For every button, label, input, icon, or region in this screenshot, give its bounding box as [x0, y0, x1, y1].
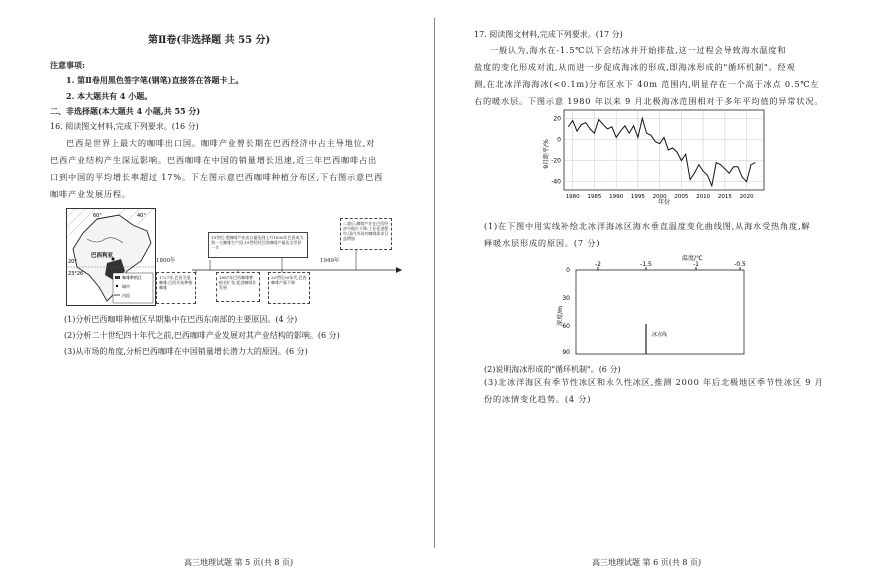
paragraph-line: 测,在北冰洋海海冰(<0.1m)分布区水下 40m 范围内,明显存在一个高于冰点 0.5℃左 [474, 79, 820, 89]
question-17-text [474, 42, 834, 110]
timeline-box-1887: 1887年巴西咖啡种植业扩张,促进咖啡业发展 [216, 272, 260, 302]
legend-label-coffee: 咖啡种植区 [122, 275, 142, 280]
lon-40-label: 40° [137, 213, 146, 219]
legend-city-swatch [116, 285, 118, 287]
question-17-sub-1 [484, 218, 834, 252]
question-17-sub-2: (2)说明海冰形成的"循环机制"。(6 分) [484, 365, 621, 374]
sea-ice-anomaly-chart [540, 106, 772, 206]
notice-item-1: 1. 第Ⅱ卷用黑色签字笔(钢笔)直接答在答题卡上。 [66, 75, 244, 85]
x-tick-label: 1995 [630, 194, 645, 200]
x-tick-label: 2000 [652, 194, 667, 200]
legend-label-river: 河流 [122, 293, 130, 298]
x-tick-label: 1980 [565, 194, 580, 200]
lon-60-label: 60° [93, 213, 102, 219]
temp-tick-label: -2 [595, 261, 601, 268]
x-axis-label: 年份 [657, 199, 671, 206]
profile-title: 温度/℃ [682, 255, 703, 262]
map-figure [67, 209, 155, 305]
paragraph-line: 盐度的变化形成对流,从而进一步促成海冰的形成,即海冰形成的"循环机制"。经观 [474, 62, 796, 72]
paragraph-line: (3)北冰洋海区有季节性冰区和永久性冰区,推测 2000 年后北极地区季节性冰区 9 月 [484, 377, 824, 387]
y-tick-label: -40 [551, 178, 561, 186]
legend-coffee-swatch [115, 276, 120, 279]
lat-tropic-label: 23°26′ [68, 271, 85, 277]
question-16-heading: 16. 阅读图文材料,完成下列要求。(16 分) [50, 122, 199, 131]
profile-frame [576, 270, 744, 354]
x-tick-label: 2015 [717, 194, 732, 200]
y-axis-label: 9月距平/% [543, 139, 550, 169]
depth-axis-label: 深度/m [557, 306, 564, 326]
lat-20-label: 20° [68, 259, 77, 265]
paragraph-line: 巴西产业结构产生深远影响。巴西咖啡在中国的销量增长迅速,近三年巴西咖啡占出 [50, 155, 377, 165]
question-16-sub-1: (1)分析巴西咖啡种植区早期集中在巴西东南部的主要原因。(4 分) [64, 315, 298, 324]
x-tick-label: 2005 [674, 194, 689, 200]
country-label: 巴西利亚 [91, 253, 114, 259]
y-tick-label: 0 [557, 136, 561, 144]
paragraph-line: 一般认为,海水在-1.5℃以下会结冰并开始排盐,这一过程会导致海水温度和 [490, 45, 787, 55]
paragraph-line: 巴西是世界上最大的咖啡出口国。咖啡产业曾长期在巴西经济中占主导地位,对 [66, 138, 375, 148]
year-1800-label: 1800年 [156, 258, 176, 264]
y-tick-label: -20 [551, 157, 561, 165]
timeline-box-1930s: 20世纪30年代,巴西咖啡产量下降 [268, 272, 310, 304]
depth-tick-label: 90 [562, 349, 570, 356]
x-tick-label: 1985 [587, 194, 602, 200]
depth-tick-label: 0 [566, 267, 570, 274]
coffee-timeline [156, 214, 402, 306]
paragraph-line: 口到中国的平均增长率超过 17%。下左图示意巴西咖啡种植分布区,下右图示意巴西 [50, 172, 383, 182]
paragraph-line: 咖啡产业发展历程。 [50, 189, 131, 199]
timeline-box-postwar: 二战后,咖啡产业在巴西经济中地位下降,工业化进程中,国内市场对咖啡需求日益增加 [340, 218, 392, 250]
freezing-line-label: 冰点线 [652, 332, 668, 338]
question-17-heading: 17. 阅读图文材料,完成下列要求。(17 分) [474, 30, 623, 39]
paragraph-line: 右的暖水层。下图示意 1980 年以来 9 月北极海冰范围相对于多年平均值的异常状况。 [474, 96, 824, 106]
timeline-box-19th-century: 19世纪,把咖啡产业出口量达到上升1800年巴西成为第一大咖啡生产国,19世纪时巴西咖啡产量达全世界一半 [208, 232, 308, 258]
notice-item-2: 2. 本大题共有 4 小题。 [66, 91, 153, 101]
depth-tick-label: 30 [562, 295, 570, 302]
temperature-profile-diagram [556, 252, 766, 358]
brazil-coffee-map [66, 208, 156, 306]
x-tick-label: 2020 [739, 194, 754, 200]
left-page-footer: 高三地理试题 第 5 页(共 8 页) [184, 558, 294, 567]
y-ticks [551, 115, 561, 185]
timeline-box-1727: 1727年,巴西引进咖啡,巴西开始种植咖啡 [156, 272, 196, 304]
year-1949-label: 1949年 [320, 258, 340, 264]
y-tick-label: 20 [553, 115, 561, 123]
temp-tick-label: -0.5 [734, 261, 746, 268]
legend-label-city: 城市 [122, 284, 130, 289]
temp-tick-label: -1 [693, 261, 699, 268]
depth-tick-label: 60 [562, 323, 570, 330]
section-title: 第Ⅱ卷(非选择题 共 55 分) [148, 35, 271, 46]
question-16-sub-2: (2)分析二十世纪四十年代之前,巴西咖啡产业发展对其产业结构的影响。(6 分) [64, 331, 340, 340]
x-tick-label: 1990 [609, 194, 624, 200]
temp-tick-label: -1.5 [640, 261, 652, 268]
question-16-sub-3: (3)从市场的角度,分析巴西咖啡在中国销量增长潜力大的原因。(6 分) [64, 347, 308, 356]
right-page-footer: 高三地理试题 第 6 页(共 8 页) [592, 558, 702, 567]
paragraph-line: 释暖水层形成的原因。(7 分) [484, 238, 601, 248]
x-tick-label: 2010 [696, 194, 711, 200]
paragraph-line: 份的冰情变化趋势。(4 分) [484, 394, 592, 404]
notice-heading: 注意事项: [50, 60, 85, 70]
timeline-arrowhead [396, 267, 402, 273]
page-divider [434, 18, 435, 548]
question-17-sub-3 [484, 374, 834, 408]
part-heading: 二、非选择题(本大题共 4 小题,共 55 分) [50, 106, 201, 116]
question-16-text [50, 135, 410, 203]
paragraph-line: (1)在下图中用实线补绘北冰洋海冰区海水垂直温度变化曲线图,从海水受热角度,解 [484, 221, 811, 231]
plot-frame [564, 110, 764, 190]
